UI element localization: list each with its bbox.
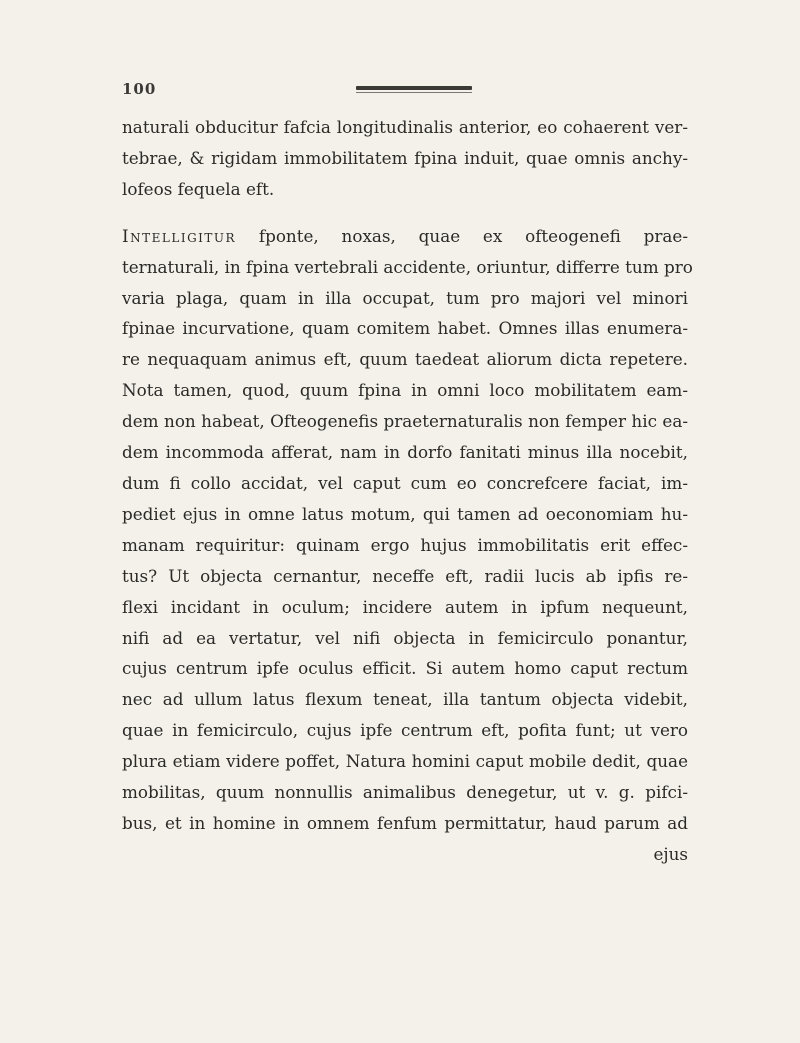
catchword: ejus <box>653 843 688 864</box>
paragraph-2-line: pediet ejus in omne latus motum, qui tamen ad oeconomiam hu- <box>122 503 688 524</box>
page-number: 100 <box>122 80 157 98</box>
paragraph-2-line: dem non habeat, Ofteogenefis praeternaturalis non femper hic ea- <box>122 411 688 432</box>
paragraph-2-line: mobilitas, quum nonnullis animalibus denegetur, ut v. g. pifci- <box>122 782 688 803</box>
paragraph-2-line: cujus centrum ipfe oculus efficit. Si autem homo caput rectum <box>122 658 688 679</box>
paragraph-2-line: tus? Ut objecta cernantur, neceffe eft, radii lucis ab ipfis re- <box>122 565 688 586</box>
header-ornament-rule-thin <box>356 92 472 93</box>
paragraph-2-line: flexi incidant in oculum; incidere autem in ipfum nequeunt, <box>122 596 688 617</box>
body-text <box>122 112 693 870</box>
paragraph-2-line: plura etiam videre poffet, Natura homini caput mobile dedit, quae <box>122 751 688 772</box>
paragraph-2-line: Nota tamen, quod, quum fpina in omni loco mobilitatem eam- <box>122 380 688 401</box>
paragraph-2-line: fpinae incurvatione, quam comitem habet. Omnes illas enumera- <box>122 318 688 339</box>
paragraph-2-line: bus, et in homine in omnem fenfum permittatur, haud parum ad <box>122 812 688 833</box>
paragraph-2-first-line <box>122 221 688 252</box>
paragraph-2-line: nifi ad ea vertatur, vel nifi objecta in femicirculo ponantur, <box>122 627 688 648</box>
header-ornament-rule <box>356 86 472 90</box>
paragraph-2-line: nec ad ullum latus flexum teneat, illa tantum objecta videbit, <box>122 689 688 710</box>
paragraph-2-line: dum fi collo accidat, vel caput cum eo concrefcere faciat, im- <box>122 472 688 493</box>
paragraph-1-line: lofeos fequela eft. <box>122 178 275 199</box>
paragraph-2-line: re nequaquam animus eft, quum taedeat aliorum dicta repetere. <box>122 349 688 370</box>
paragraph-2-lead-word: Intelligitur <box>122 225 237 246</box>
paragraph-2-line: varia plaga, quam in illa occupat, tum pro majori vel minori <box>122 287 688 308</box>
paragraph-1-line: naturali obducitur fafcia longitudinalis anterior, eo cohaerent ver- <box>122 117 688 137</box>
paragraph-2-line: quae in femicirculo, cujus ipfe centrum eft, pofita funt; ut vero <box>122 720 688 741</box>
paragraph-2-line: manam requiritur: quinam ergo hujus immobilitatis erit effec- <box>122 534 688 555</box>
paragraph-2-line: ternaturali, in fpina vertebrali accidente, oriuntur, differre tum pro <box>122 256 693 277</box>
paragraph-1-line: tebrae, & rigidam immobilitatem fpina induit, quae omnis anchy- <box>122 147 688 168</box>
paragraph-2-line: dem incommoda afferat, nam in dorfo fanitati minus illa nocebit, <box>122 442 688 463</box>
paragraph-2-first-line-rest: fponte, noxas, quae ex ofteogenefi prae- <box>258 225 688 246</box>
paragraph-gap <box>122 205 688 221</box>
